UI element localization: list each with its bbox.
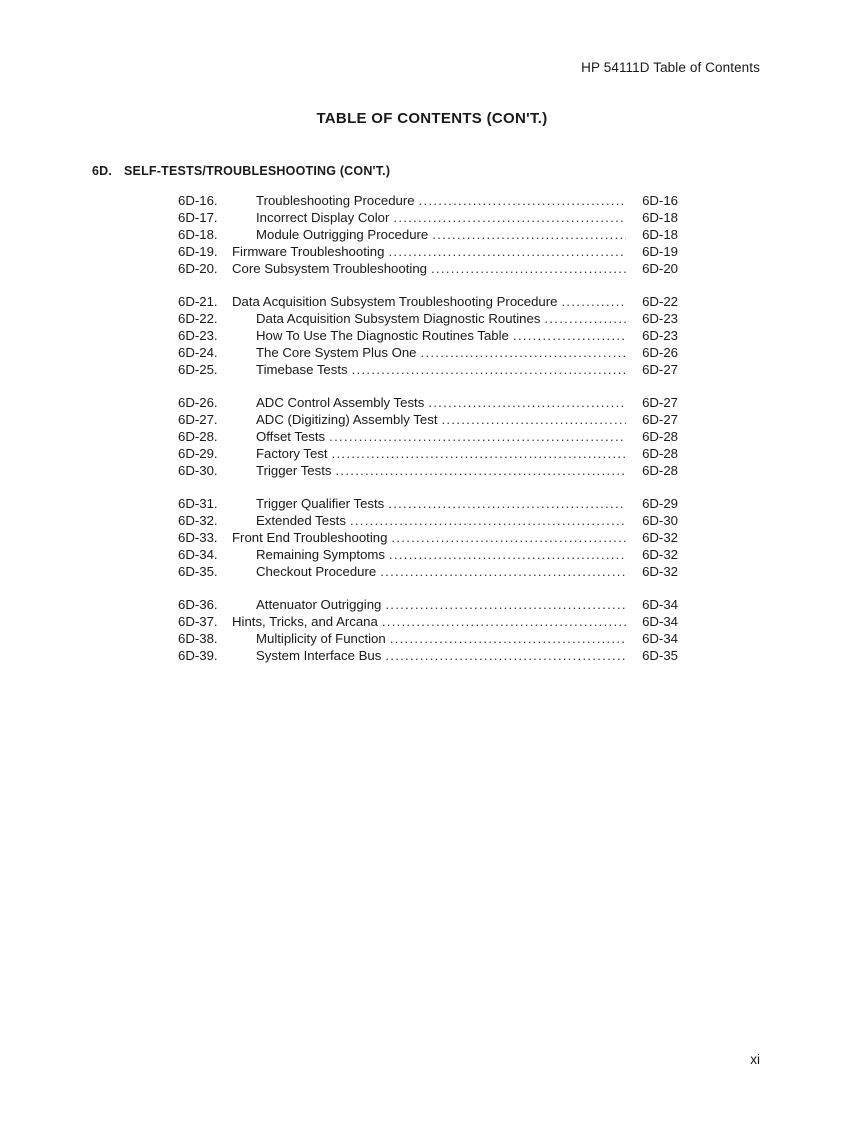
dot-leader <box>431 260 626 277</box>
toc-entry-page: 6D-26 <box>642 345 678 360</box>
toc-entry-number: 6D-27. <box>178 412 218 427</box>
toc-entry-title-wrap <box>232 512 626 529</box>
toc-group <box>178 293 678 378</box>
toc-entry-title-wrap <box>232 529 626 546</box>
toc-list <box>178 192 678 680</box>
dot-leader <box>388 243 626 260</box>
toc-entry[interactable] <box>178 563 678 580</box>
running-header: HP 54111D Table of Contents <box>581 60 760 75</box>
toc-entry-title-wrap <box>232 344 626 361</box>
toc-entry-number: 6D-31. <box>178 496 218 511</box>
toc-entry-number: 6D-30. <box>178 463 218 478</box>
toc-entry[interactable] <box>178 596 678 613</box>
toc-entry-number: 6D-28. <box>178 429 218 444</box>
toc-entry-title-wrap <box>232 462 626 479</box>
toc-entry-title: How To Use The Diagnostic Routines Table <box>256 328 509 343</box>
dot-leader <box>391 529 626 546</box>
toc-entry-number: 6D-29. <box>178 446 218 461</box>
toc-entry-page: 6D-27 <box>642 412 678 427</box>
dot-leader <box>382 613 626 630</box>
toc-entry-title-wrap <box>232 192 626 209</box>
dot-leader <box>419 192 626 209</box>
toc-entry-page: 6D-34 <box>642 614 678 629</box>
toc-entry-number: 6D-17. <box>178 210 218 225</box>
page-number: xi <box>750 1052 760 1067</box>
toc-entry-title: Module Outrigging Procedure <box>256 227 429 242</box>
toc-entry-title: ADC (Digitizing) Assembly Test <box>256 412 438 427</box>
toc-entry[interactable] <box>178 512 678 529</box>
toc-entry-number: 6D-26. <box>178 395 218 410</box>
toc-entry-title: Troubleshooting Procedure <box>256 193 415 208</box>
toc-group <box>178 394 678 479</box>
toc-entry-title: Incorrect Display Color <box>256 210 390 225</box>
toc-entry-title-wrap <box>232 293 626 310</box>
toc-entry-number: 6D-22. <box>178 311 218 326</box>
toc-entry[interactable] <box>178 462 678 479</box>
toc-entry[interactable] <box>178 647 678 664</box>
toc-entry-title-wrap <box>232 226 626 243</box>
toc-entry-title-wrap <box>232 630 626 647</box>
toc-entry-title-wrap <box>232 495 626 512</box>
toc-group <box>178 495 678 580</box>
toc-entry-page: 6D-28 <box>642 429 678 444</box>
toc-entry-title: Factory Test <box>256 446 328 461</box>
toc-entry-page: 6D-20 <box>642 261 678 276</box>
toc-entry-title: Data Acquisition Subsystem Troubleshooting Procedure <box>232 294 558 309</box>
toc-entry-title: Firmware Troubleshooting <box>232 244 385 259</box>
toc-entry-title-wrap <box>232 327 626 344</box>
toc-entry[interactable] <box>178 226 678 243</box>
toc-entry[interactable] <box>178 192 678 209</box>
toc-entry[interactable] <box>178 260 678 277</box>
toc-entry-page: 6D-35 <box>642 648 678 663</box>
dot-leader <box>380 563 626 580</box>
toc-entry[interactable] <box>178 293 678 310</box>
toc-entry-title: Checkout Procedure <box>256 564 377 579</box>
toc-entry-number: 6D-16. <box>178 193 218 208</box>
toc-entry[interactable] <box>178 428 678 445</box>
toc-entry-title: The Core System Plus One <box>256 345 417 360</box>
toc-entry-title-wrap <box>232 546 626 563</box>
toc-entry-title-wrap <box>232 243 626 260</box>
toc-entry-number: 6D-18. <box>178 227 218 242</box>
toc-entry-page: 6D-19 <box>642 244 678 259</box>
toc-entry-title: Hints, Tricks, and Arcana <box>232 614 378 629</box>
toc-entry[interactable] <box>178 394 678 411</box>
toc-group <box>178 596 678 664</box>
toc-entry-page: 6D-32 <box>642 530 678 545</box>
toc-entry-page: 6D-23 <box>642 311 678 326</box>
toc-group <box>178 192 678 277</box>
toc-entry-title: Trigger Tests <box>256 463 332 478</box>
toc-entry-title-wrap <box>232 596 626 613</box>
toc-entry[interactable] <box>178 243 678 260</box>
toc-entry-number: 6D-39. <box>178 648 218 663</box>
toc-entry[interactable] <box>178 310 678 327</box>
section-title: SELF-TESTS/TROUBLESHOOTING (CON'T.) <box>124 164 391 178</box>
toc-entry-number: 6D-32. <box>178 513 218 528</box>
toc-entry[interactable] <box>178 411 678 428</box>
dot-leader <box>388 495 626 512</box>
toc-entry[interactable] <box>178 613 678 630</box>
toc-entry-title-wrap <box>232 563 626 580</box>
toc-entry-page: 6D-28 <box>642 446 678 461</box>
dot-leader <box>332 445 626 462</box>
toc-entry-number: 6D-36. <box>178 597 218 612</box>
dot-leader <box>389 546 626 563</box>
dot-leader <box>393 209 626 226</box>
dot-leader <box>432 226 626 243</box>
toc-entry-number: 6D-35. <box>178 564 218 579</box>
toc-entry-title: Data Acquisition Subsystem Diagnostic Routines <box>256 311 541 326</box>
toc-entry-title: Remaining Symptoms <box>256 547 385 562</box>
toc-entry[interactable] <box>178 495 678 512</box>
toc-entry-title-wrap <box>232 310 626 327</box>
toc-entry[interactable] <box>178 361 678 378</box>
toc-entry-page: 6D-27 <box>642 362 678 377</box>
section-number: 6D. <box>92 164 113 178</box>
dot-leader <box>513 327 626 344</box>
toc-entry[interactable] <box>178 209 678 226</box>
toc-entry-page: 6D-32 <box>642 564 678 579</box>
dot-leader <box>329 428 626 445</box>
toc-entry-page: 6D-18 <box>642 227 678 242</box>
toc-entry-title: System Interface Bus <box>256 648 382 663</box>
dot-leader <box>561 293 626 310</box>
toc-entry-page: 6D-16 <box>642 193 678 208</box>
toc-entry[interactable] <box>178 445 678 462</box>
toc-entry-title-wrap <box>232 445 626 462</box>
toc-entry-title-wrap <box>232 260 626 277</box>
toc-entry-title-wrap <box>232 361 626 378</box>
toc-entry-page: 6D-34 <box>642 631 678 646</box>
toc-entry-title: Front End Troubleshooting <box>232 530 388 545</box>
toc-entry-page: 6D-30 <box>642 513 678 528</box>
dot-leader <box>421 344 626 361</box>
page-title: TABLE OF CONTENTS (CON'T.) <box>316 110 548 127</box>
toc-entry-title-wrap <box>232 394 626 411</box>
toc-entry-title-wrap <box>232 428 626 445</box>
toc-entry-number: 6D-19. <box>178 244 218 259</box>
section-heading <box>92 164 390 178</box>
toc-entry-number: 6D-25. <box>178 362 218 377</box>
toc-entry-page: 6D-34 <box>642 597 678 612</box>
toc-entry[interactable] <box>178 344 678 361</box>
toc-entry-page: 6D-18 <box>642 210 678 225</box>
toc-entry-title-wrap <box>232 411 626 428</box>
toc-entry-number: 6D-20. <box>178 261 218 276</box>
toc-entry-page: 6D-29 <box>642 496 678 511</box>
dot-leader <box>352 361 626 378</box>
dot-leader <box>544 310 626 327</box>
dot-leader <box>428 394 626 411</box>
toc-entry[interactable] <box>178 529 678 546</box>
dot-leader <box>442 411 627 428</box>
toc-entry-title: Core Subsystem Troubleshooting <box>232 261 427 276</box>
toc-entry-title-wrap <box>232 647 626 664</box>
toc-entry-number: 6D-38. <box>178 631 218 646</box>
toc-entry-number: 6D-23. <box>178 328 218 343</box>
toc-entry-title: Extended Tests <box>256 513 346 528</box>
toc-entry-number: 6D-24. <box>178 345 218 360</box>
dot-leader <box>385 596 626 613</box>
toc-entry-page: 6D-22 <box>642 294 678 309</box>
dot-leader <box>350 512 626 529</box>
toc-entry-title: Offset Tests <box>256 429 326 444</box>
dot-leader <box>390 630 626 647</box>
toc-entry-number: 6D-33. <box>178 530 218 545</box>
toc-entry[interactable] <box>178 630 678 647</box>
toc-entry-title: ADC Control Assembly Tests <box>256 395 425 410</box>
toc-entry-page: 6D-27 <box>642 395 678 410</box>
toc-entry-page: 6D-28 <box>642 463 678 478</box>
dot-leader <box>385 647 626 664</box>
toc-entry-title-wrap <box>232 613 626 630</box>
toc-entry-title-wrap <box>232 209 626 226</box>
toc-entry[interactable] <box>178 546 678 563</box>
toc-entry-title: Attenuator Outrigging <box>256 597 382 612</box>
toc-entry-number: 6D-21. <box>178 294 218 309</box>
dot-leader <box>336 462 627 479</box>
toc-entry-number: 6D-34. <box>178 547 218 562</box>
toc-entry-title: Timebase Tests <box>256 362 348 377</box>
toc-entry-title: Multiplicity of Function <box>256 631 386 646</box>
toc-entry-number: 6D-37. <box>178 614 218 629</box>
toc-entry-page: 6D-32 <box>642 547 678 562</box>
toc-entry-page: 6D-23 <box>642 328 678 343</box>
toc-entry-title: Trigger Qualifier Tests <box>256 496 385 511</box>
toc-entry[interactable] <box>178 327 678 344</box>
